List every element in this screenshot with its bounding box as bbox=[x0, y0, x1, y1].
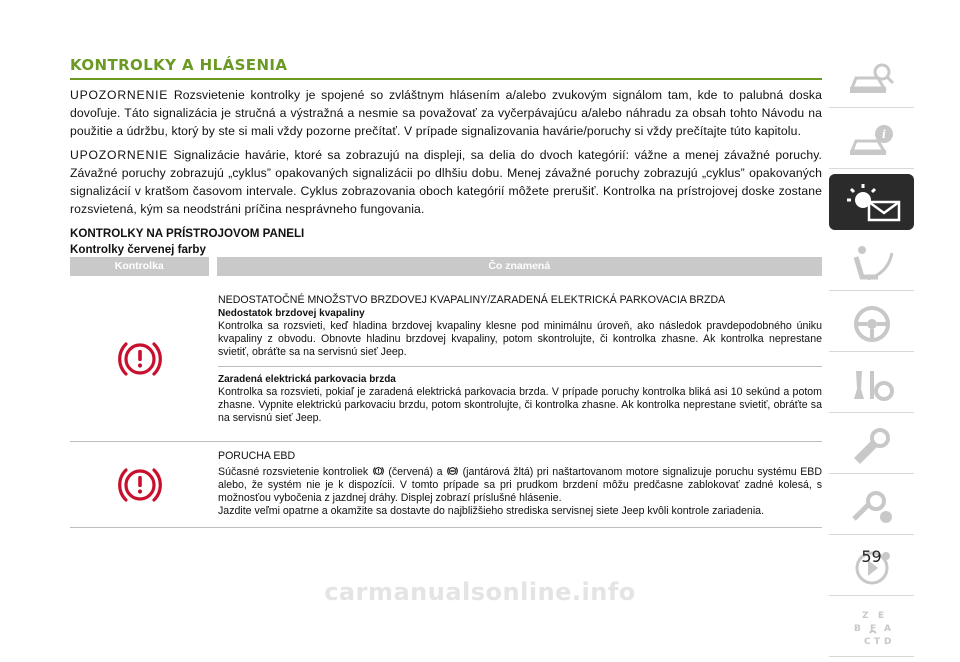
seat-safety-icon bbox=[848, 243, 896, 283]
svg-text:i: i bbox=[881, 127, 886, 141]
warning-paragraph-2 bbox=[70, 146, 822, 218]
row-text: Kontrolka sa rozsvieti, pokiaľ je zaradená elektrická parkovacia brzda. V prípade poruchy kontrolka bliká asi 10 sekúnd a potom zhasne. Vypnite elektrickú parkovaciu brzdu, potom skontrolujte, či kontrolka zhasne. Ak kontrolka neprestane svietiť, obráťte sa na servisnú sieť Jeep. bbox=[218, 386, 822, 424]
table-row bbox=[70, 442, 822, 528]
index-icon bbox=[848, 607, 896, 651]
svg-text:D: D bbox=[883, 636, 891, 647]
chapter-tab[interactable] bbox=[829, 479, 914, 535]
chapter-tab-active[interactable] bbox=[829, 174, 914, 230]
row-text: Súčasné rozsvietenie kontroliek (červená) a (jantárová žltá) pri naštartovanom motore signalizuje poruchu systému EBD alebo, že systém nie je k dispozícii. V tomto prípade sa pri prudkom brzdení môžu predčasne zablokovať zadné kolesá, s možnosťou vybočenia z jazdnej dráhy. Displej zobrazí príslušné hlásenie. bbox=[218, 466, 822, 504]
page-title: KONTROLKY A HLÁSENIA bbox=[70, 56, 288, 74]
chapter-tab[interactable] bbox=[829, 601, 914, 657]
chapter-tab[interactable] bbox=[829, 418, 914, 474]
warning-label: UPOZORNENIE bbox=[70, 148, 169, 162]
warning-message-icon bbox=[841, 180, 903, 224]
svg-text:A: A bbox=[883, 623, 891, 634]
watermark: carmanualsonline.info bbox=[324, 578, 636, 606]
abs-inline-icon bbox=[446, 465, 459, 477]
title-rule bbox=[70, 78, 822, 80]
svg-text:T: T bbox=[873, 636, 880, 647]
chapter-tab[interactable] bbox=[829, 52, 914, 108]
chapter-tab[interactable] bbox=[829, 296, 914, 352]
warning-lights-table bbox=[70, 257, 822, 528]
brake-warning-icon bbox=[115, 460, 165, 510]
sub-divider bbox=[218, 366, 822, 367]
warning-text: Rozsvietenie kontrolky je spojené so zvláštnym hlásením a/alebo zvukovým signálom tam, kde to palubná doska dovoľuje. Táto signalizácia je stručná a výstražná a nesmie sa považovať za vyčerpávajúcu a/alebo náhradu za obsah tohto Návodu na použitie a údržbu, ktorý by ste si mali vždy pozorne prečítať. V prípade signalizovania havárie/poruchy si vždy prečítajte túto kapitolu. bbox=[70, 88, 822, 138]
header-kontrolka: Kontrolka bbox=[114, 260, 164, 272]
maintenance-icon bbox=[848, 426, 896, 466]
car-search-icon bbox=[848, 62, 896, 98]
row-text: Jazdite veľmi opatrne a okamžite sa dostavte do najbližšieho strediska servisnej siete Jeep kvôli kontrole zariadenia. bbox=[218, 505, 765, 517]
chapter-tab[interactable] bbox=[829, 113, 914, 169]
table-header bbox=[70, 257, 822, 276]
warning-text: Signalizácie havárie, ktoré sa zobrazujú na displeji, sa delia do dvoch kategórií: vážne a menej závažné poruchy. Závažné poruchy zobrazujú „cyklus” opakovaných signalizácii po dlhšiu dobu. Menej závažné poruchy zobrazujú „cyklus” opakovaných signalizácií v kratšom časovom intervale. Cyklus zobrazovania oboch kategórií môžete prerušiť. Kontrolka na prístrojovej doske zostane rozsvietená, kým sa neodstráni príčina nesprávneho fungovania. bbox=[70, 148, 822, 216]
main-content bbox=[70, 56, 822, 258]
row-text: Kontrolka sa rozsvieti, keď hladina brzdovej kvapaliny klesne pod minimálnu úroveň, ako následok pravdepodobného úniku kvapaliny z obvodu. Obnovte hladinu brzdovej kvapaliny, potom skontrolujte, či kontrolka zhasne. Ak kontrolka neprestane svietiť, obráťte sa na servisnú sieť Jeep. bbox=[218, 320, 822, 358]
brake-warning-icon bbox=[115, 334, 165, 384]
icon-cell bbox=[70, 442, 210, 527]
chapter-tab[interactable] bbox=[829, 357, 914, 413]
svg-text:Z: Z bbox=[861, 610, 869, 621]
row-heading: PORUCHA EBD bbox=[218, 450, 296, 462]
page-number: 59 bbox=[861, 547, 882, 566]
svg-text:C: C bbox=[863, 636, 871, 647]
row-subtitle: Zaradená elektrická parkovacia brzda bbox=[218, 374, 396, 385]
section-heading: KONTROLKY NA PRÍSTROJOVOM PANELI bbox=[70, 227, 305, 240]
brake-inline-icon bbox=[372, 465, 385, 477]
meaning-cell bbox=[218, 442, 822, 527]
chapter-sidebar bbox=[829, 52, 914, 662]
warning-label: UPOZORNENIE bbox=[70, 88, 169, 102]
row-heading: NEDOSTATOČNÉ MNOŽSTVO BRZDOVEJ KVAPALINY/ZARADENÁ ELEKTRICKÁ PARKOVACIA BRZDA bbox=[218, 294, 726, 306]
chapter-tab[interactable] bbox=[829, 235, 914, 291]
svg-text:E: E bbox=[877, 610, 884, 621]
warning-paragraph-1 bbox=[70, 86, 822, 140]
row-subtitle: Nedostatok brzdovej kvapaliny bbox=[218, 308, 365, 319]
header-meaning: Čo znamená bbox=[488, 260, 551, 272]
meaning-cell bbox=[218, 276, 822, 441]
icon-cell bbox=[70, 276, 210, 441]
svg-text:F: F bbox=[869, 623, 876, 634]
car-info-icon bbox=[848, 123, 896, 159]
jack-tools-icon bbox=[848, 365, 896, 405]
specs-icon bbox=[848, 487, 896, 527]
steering-wheel-icon bbox=[848, 304, 896, 344]
table-row bbox=[70, 276, 822, 442]
svg-text:B: B bbox=[853, 623, 861, 634]
subsection-heading: Kontrolky červenej farby bbox=[70, 243, 206, 256]
